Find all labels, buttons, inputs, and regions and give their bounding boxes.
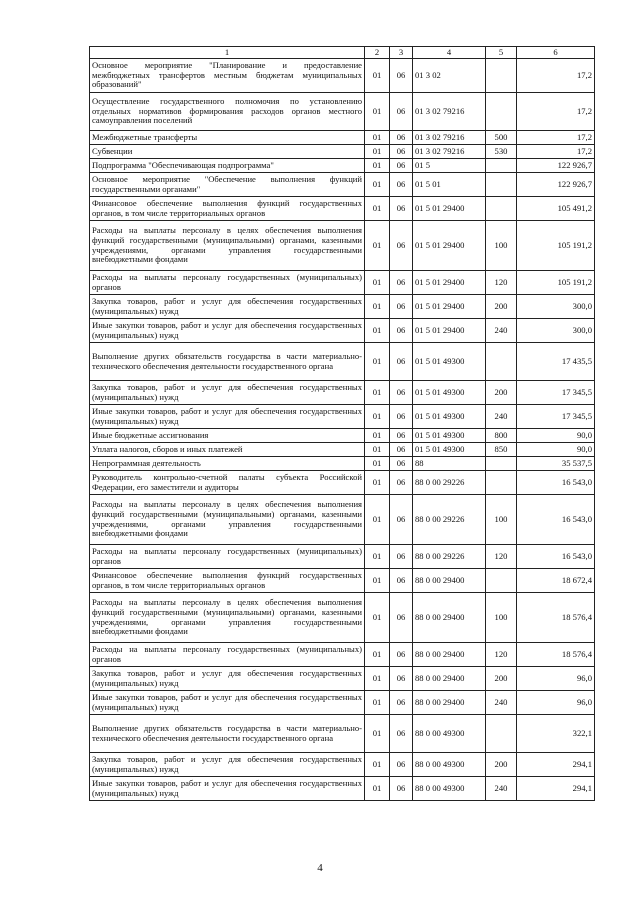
table-row [90,593,595,643]
row-name-cell: Закупка товаров, работ и услуг для обеспечения государственных (муниципальных) нужд [90,295,365,319]
target-article-cell: 01 5 01 49300 [413,343,486,381]
target-article-cell: 01 5 01 [413,173,486,197]
row-name-cell: Расходы на выплаты персоналу государственных (муниципальных) органов [90,271,365,295]
section-code-cell: 01 [365,643,390,667]
subsection-code-cell: 06 [390,593,413,643]
table-row [90,405,595,429]
section-code-cell: 01 [365,93,390,131]
target-article-cell: 01 5 01 29400 [413,197,486,221]
subsection-code-cell: 06 [390,319,413,343]
section-code-cell: 01 [365,159,390,173]
expense-type-cell [486,457,517,471]
section-code-cell: 01 [365,495,390,545]
row-name-cell: Закупка товаров, работ и услуг для обеспечения государственных (муниципальных) нужд [90,753,365,777]
row-name-cell: Субвенции [90,145,365,159]
table-row [90,319,595,343]
row-name-cell: Расходы на выплаты персоналу государственных (муниципальных) органов [90,545,365,569]
target-article-cell: 88 0 00 49300 [413,753,486,777]
table-row [90,173,595,197]
table-body [90,59,595,801]
row-name-cell: Основное мероприятие "Обеспечение выполнения функций государственными органами" [90,173,365,197]
subsection-code-cell: 06 [390,777,413,801]
section-code-cell: 01 [365,381,390,405]
expense-type-cell: 120 [486,643,517,667]
amount-cell: 322,1 [517,715,595,753]
subsection-code-cell: 06 [390,381,413,405]
subsection-code-cell: 06 [390,643,413,667]
table-row [90,93,595,131]
subsection-code-cell: 06 [390,271,413,295]
row-name-cell: Выполнение других обязательств государства в части материально-технического обеспечения деятельности государственного органа [90,343,365,381]
expense-type-cell: 120 [486,545,517,569]
section-code-cell: 01 [365,593,390,643]
subsection-code-cell: 06 [390,159,413,173]
target-article-cell: 01 5 01 29400 [413,295,486,319]
amount-cell: 122 926,7 [517,173,595,197]
row-name-cell: Иные закупки товаров, работ и услуг для обеспечения государственных (муниципальных) нужд [90,405,365,429]
target-article-cell: 88 0 00 29400 [413,667,486,691]
amount-cell: 122 926,7 [517,159,595,173]
header-cell-3: 3 [390,47,413,59]
table-row [90,715,595,753]
row-name-cell: Основное мероприятие "Планирование и предоставление межбюджетных трансфертов местным бюджетам муниципальных образований" [90,59,365,93]
header-cell-6: 6 [517,47,595,59]
target-article-cell: 01 3 02 79216 [413,131,486,145]
expense-type-cell: 200 [486,381,517,405]
subsection-code-cell: 06 [390,59,413,93]
subsection-code-cell: 06 [390,443,413,457]
target-article-cell: 01 5 01 49300 [413,381,486,405]
target-article-cell: 88 0 00 29226 [413,495,486,545]
section-code-cell: 01 [365,691,390,715]
expense-type-cell [486,471,517,495]
row-name-cell: Закупка товаров, работ и услуг для обеспечения государственных (муниципальных) нужд [90,667,365,691]
expense-type-cell [486,159,517,173]
row-name-cell: Расходы на выплаты персоналу в целях обеспечения выполнения функций государственными (муниципальными) органами, казенными учреждениями, органами управления государственными внебюджетными фондами [90,221,365,271]
expense-type-cell: 240 [486,777,517,801]
amount-cell: 105 491,2 [517,197,595,221]
expense-type-cell: 800 [486,429,517,443]
amount-cell: 16 543,0 [517,495,595,545]
expense-type-cell: 240 [486,691,517,715]
target-article-cell: 88 0 00 29400 [413,691,486,715]
section-code-cell: 01 [365,319,390,343]
section-code-cell: 01 [365,295,390,319]
header-cell-2: 2 [365,47,390,59]
row-name-cell: Непрограммная деятельность [90,457,365,471]
expense-type-cell: 100 [486,495,517,545]
amount-cell: 17,2 [517,93,595,131]
section-code-cell: 01 [365,457,390,471]
subsection-code-cell: 06 [390,145,413,159]
row-name-cell: Выполнение других обязательств государства в части материально-технического обеспечения деятельности государственного органа [90,715,365,753]
table-row [90,443,595,457]
amount-cell: 35 537,5 [517,457,595,471]
section-code-cell: 01 [365,471,390,495]
row-name-cell: Иные бюджетные ассигнования [90,429,365,443]
expense-type-cell: 200 [486,753,517,777]
amount-cell: 300,0 [517,319,595,343]
table-row [90,131,595,145]
table-row [90,271,595,295]
target-article-cell: 88 0 00 49300 [413,777,486,801]
page-number: 4 [317,862,323,874]
subsection-code-cell: 06 [390,131,413,145]
row-name-cell: Подпрограмма "Обеспечивающая подпрограмма" [90,159,365,173]
subsection-code-cell: 06 [390,753,413,777]
subsection-code-cell: 06 [390,93,413,131]
amount-cell: 90,0 [517,443,595,457]
section-code-cell: 01 [365,667,390,691]
expense-type-cell: 200 [486,667,517,691]
amount-cell: 17 345,5 [517,405,595,429]
amount-cell: 17,2 [517,131,595,145]
subsection-code-cell: 06 [390,295,413,319]
table-row [90,221,595,271]
budget-table [89,46,595,801]
target-article-cell: 01 5 01 49300 [413,443,486,457]
target-article-cell: 01 5 01 29400 [413,221,486,271]
section-code-cell: 01 [365,443,390,457]
table-row [90,429,595,443]
table-row [90,691,595,715]
row-name-cell: Осуществление государственного полномочия по установлению отдельных нормативов формирования расходов органов местного самоуправления поселений [90,93,365,131]
table-row [90,753,595,777]
subsection-code-cell: 06 [390,715,413,753]
target-article-cell: 88 0 00 29226 [413,471,486,495]
table-row [90,545,595,569]
row-name-cell: Иные закупки товаров, работ и услуг для обеспечения государственных (муниципальных) нужд [90,691,365,715]
section-code-cell: 01 [365,715,390,753]
target-article-cell: 88 [413,457,486,471]
subsection-code-cell: 06 [390,691,413,715]
row-name-cell: Закупка товаров, работ и услуг для обеспечения государственных (муниципальных) нужд [90,381,365,405]
expense-type-cell: 530 [486,145,517,159]
target-article-cell: 01 3 02 [413,59,486,93]
amount-cell: 17 435,5 [517,343,595,381]
amount-cell: 96,0 [517,691,595,715]
table-row [90,667,595,691]
table-row [90,381,595,405]
target-article-cell: 88 0 00 29400 [413,569,486,593]
amount-cell: 105 191,2 [517,221,595,271]
table-row [90,471,595,495]
amount-cell: 300,0 [517,295,595,319]
expense-type-cell: 500 [486,131,517,145]
subsection-code-cell: 06 [390,343,413,381]
amount-cell: 294,1 [517,777,595,801]
table-row [90,643,595,667]
expense-type-cell [486,59,517,93]
subsection-code-cell: 06 [390,569,413,593]
target-article-cell: 88 0 00 29400 [413,643,486,667]
row-name-cell: Расходы на выплаты персоналу в целях обеспечения выполнения функций государственными (муниципальными) органами, казенными учреждениями, органами управления государственными внебюджетными фондами [90,593,365,643]
table-row [90,59,595,93]
row-name-cell: Расходы на выплаты персоналу государственных (муниципальных) органов [90,643,365,667]
amount-cell: 17,2 [517,145,595,159]
target-article-cell: 01 5 [413,159,486,173]
section-code-cell: 01 [365,131,390,145]
subsection-code-cell: 06 [390,471,413,495]
amount-cell: 105 191,2 [517,271,595,295]
amount-cell: 16 543,0 [517,471,595,495]
amount-cell: 294,1 [517,753,595,777]
header-row [90,47,595,59]
amount-cell: 17,2 [517,59,595,93]
target-article-cell: 01 3 02 79216 [413,93,486,131]
row-name-cell: Расходы на выплаты персоналу в целях обеспечения выполнения функций государственными (муниципальными) органами, казенными учреждениями, органами управления государственными внебюджетными фондами [90,495,365,545]
subsection-code-cell: 06 [390,221,413,271]
section-code-cell: 01 [365,271,390,295]
section-code-cell: 01 [365,777,390,801]
amount-cell: 18 576,4 [517,593,595,643]
expense-type-cell [486,715,517,753]
target-article-cell: 88 0 00 29400 [413,593,486,643]
section-code-cell: 01 [365,145,390,159]
target-article-cell: 88 0 00 49300 [413,715,486,753]
subsection-code-cell: 06 [390,405,413,429]
row-name-cell: Межбюджетные трансферты [90,131,365,145]
expense-type-cell: 240 [486,405,517,429]
section-code-cell: 01 [365,545,390,569]
section-code-cell: 01 [365,753,390,777]
section-code-cell: 01 [365,221,390,271]
amount-cell: 96,0 [517,667,595,691]
target-article-cell: 01 5 01 29400 [413,271,486,295]
expense-type-cell: 100 [486,221,517,271]
row-name-cell: Иные закупки товаров, работ и услуг для обеспечения государственных (муниципальных) нужд [90,319,365,343]
target-article-cell: 01 5 01 49300 [413,405,486,429]
section-code-cell: 01 [365,197,390,221]
expense-type-cell [486,197,517,221]
row-name-cell: Иные закупки товаров, работ и услуг для обеспечения государственных (муниципальных) нужд [90,777,365,801]
section-code-cell: 01 [365,343,390,381]
section-code-cell: 01 [365,569,390,593]
amount-cell: 16 543,0 [517,545,595,569]
expense-type-cell [486,569,517,593]
expense-type-cell [486,93,517,131]
section-code-cell: 01 [365,405,390,429]
expense-type-cell: 240 [486,319,517,343]
amount-cell: 18 576,4 [517,643,595,667]
subsection-code-cell: 06 [390,197,413,221]
section-code-cell: 01 [365,429,390,443]
table-row [90,197,595,221]
section-code-cell: 01 [365,59,390,93]
subsection-code-cell: 06 [390,545,413,569]
table-row [90,343,595,381]
amount-cell: 18 672,4 [517,569,595,593]
header-cell-4: 4 [413,47,486,59]
row-name-cell: Руководитель контрольно-счетной палаты субъекта Российской Федерации, его заместители и аудиторы [90,471,365,495]
table-row [90,777,595,801]
section-code-cell: 01 [365,173,390,197]
subsection-code-cell: 06 [390,173,413,197]
expense-type-cell: 100 [486,593,517,643]
row-name-cell: Финансовое обеспечение выполнения функций государственных органов, в том числе территориальных органов [90,197,365,221]
expense-type-cell: 120 [486,271,517,295]
row-name-cell: Финансовое обеспечение выполнения функций государственных органов, в том числе территориальных органов [90,569,365,593]
subsection-code-cell: 06 [390,429,413,443]
amount-cell: 90,0 [517,429,595,443]
expense-type-cell [486,343,517,381]
subsection-code-cell: 06 [390,495,413,545]
subsection-code-cell: 06 [390,667,413,691]
table-row [90,495,595,545]
row-name-cell: Уплата налогов, сборов и иных платежей [90,443,365,457]
table-row [90,457,595,471]
amount-cell: 17 345,5 [517,381,595,405]
expense-type-cell [486,173,517,197]
header-cell-1: 1 [90,47,365,59]
target-article-cell: 01 3 02 79216 [413,145,486,159]
table-row [90,295,595,319]
table-header [90,47,595,59]
expense-type-cell: 850 [486,443,517,457]
target-article-cell: 01 5 01 49300 [413,429,486,443]
target-article-cell: 88 0 00 29226 [413,545,486,569]
subsection-code-cell: 06 [390,457,413,471]
target-article-cell: 01 5 01 29400 [413,319,486,343]
table-row [90,569,595,593]
table-row [90,159,595,173]
header-cell-5: 5 [486,47,517,59]
table-row [90,145,595,159]
expense-type-cell: 200 [486,295,517,319]
